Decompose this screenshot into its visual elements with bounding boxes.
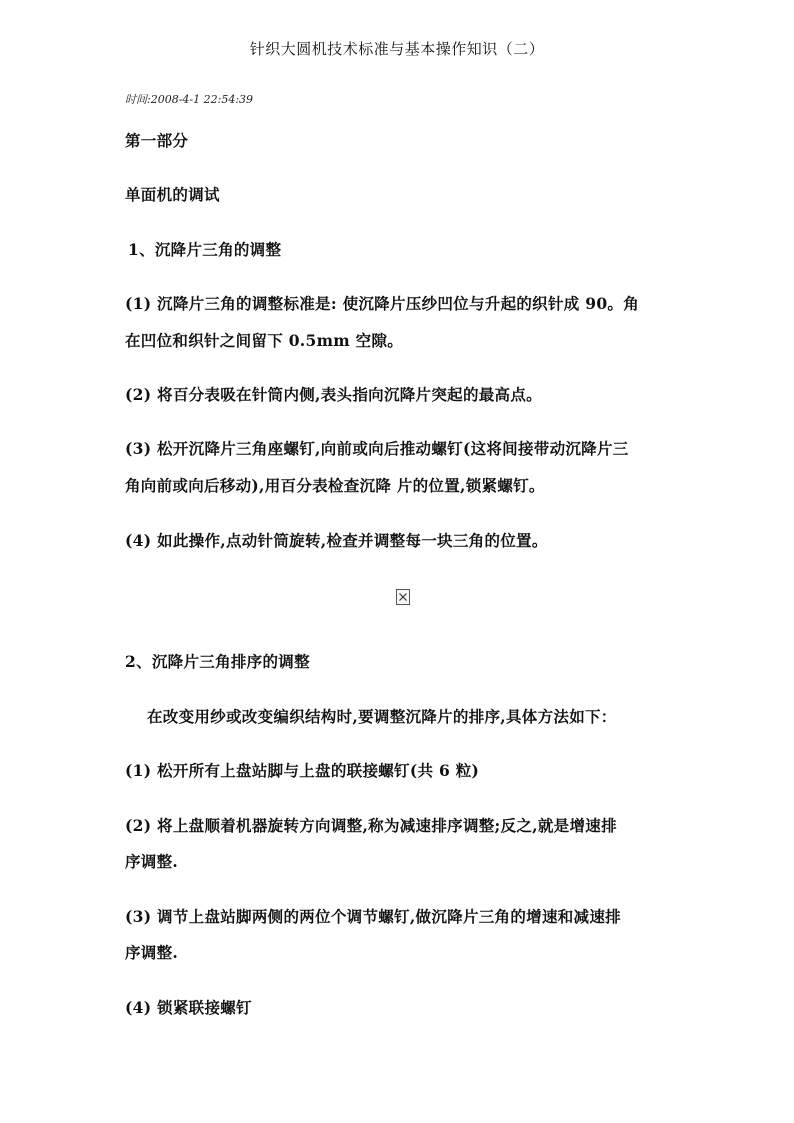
subsection-2-intro: 在改变用纱或改变编织结构时,要调整沉降片的排序,具体方法如下： xyxy=(147,707,617,726)
broken-image-icon xyxy=(396,589,410,605)
subsection-2-heading: 2、沉降片三角排序的调整 xyxy=(125,652,310,671)
part-heading: 第一部分 xyxy=(125,131,189,150)
subsection-2-step-1: (1) 松开所有上盘站脚与上盘的联接螺钉(共 6 粒) xyxy=(125,761,480,780)
subsection-2-step-2-line-1: (2) 将上盘顺着机器旋转方向调整,称为减速排序调整;反之,就是增速排 xyxy=(125,816,617,835)
document-title: 针织大圆机技术标准与基本操作知识（二） xyxy=(249,40,545,58)
subsection-1-step-1-line-2: 在凹位和织针之间留下 0.5mm 空隙。 xyxy=(125,331,404,350)
subsection-1-step-1-line-1: (1) 沉降片三角的调整标准是: 使沉降片压纱凹位与升起的织针成 90。角 xyxy=(125,294,640,313)
section-heading: 单面机的调试 xyxy=(125,185,220,204)
subsection-1-step-3-line-2: 角向前或向后移动),用百分表检查沉降 片的位置,锁紧螺钉。 xyxy=(125,476,545,495)
subsection-2-step-2-line-2: 序调整. xyxy=(125,852,179,871)
subsection-2-step-3-line-1: (3) 调节上盘站脚两侧的两位个调节螺钉,做沉降片三角的增速和减速排 xyxy=(125,907,621,926)
subsection-1-step-3-line-1: (3) 松开沉降片三角座螺钉,向前或向后推动螺钉(这将间接带动沉降片三 xyxy=(125,439,629,458)
broken-image-x-icon xyxy=(399,593,407,601)
subsection-2-step-3-line-2: 序调整. xyxy=(125,943,179,962)
subsection-1-step-4: (4) 如此操作,点动针筒旋转,检查并调整每一块三角的位置。 xyxy=(125,531,548,550)
subsection-1-step-2: (2) 将百分表吸在针筒内侧,表头指向沉降片突起的最高点。 xyxy=(125,385,542,404)
subsection-2-step-4: (4) 锁紧联接螺钉 xyxy=(125,998,252,1017)
timestamp: 时间:2008-4-1 22:54:39 xyxy=(125,93,254,106)
subsection-1-heading: 1、沉降片三角的调整 xyxy=(128,240,282,259)
